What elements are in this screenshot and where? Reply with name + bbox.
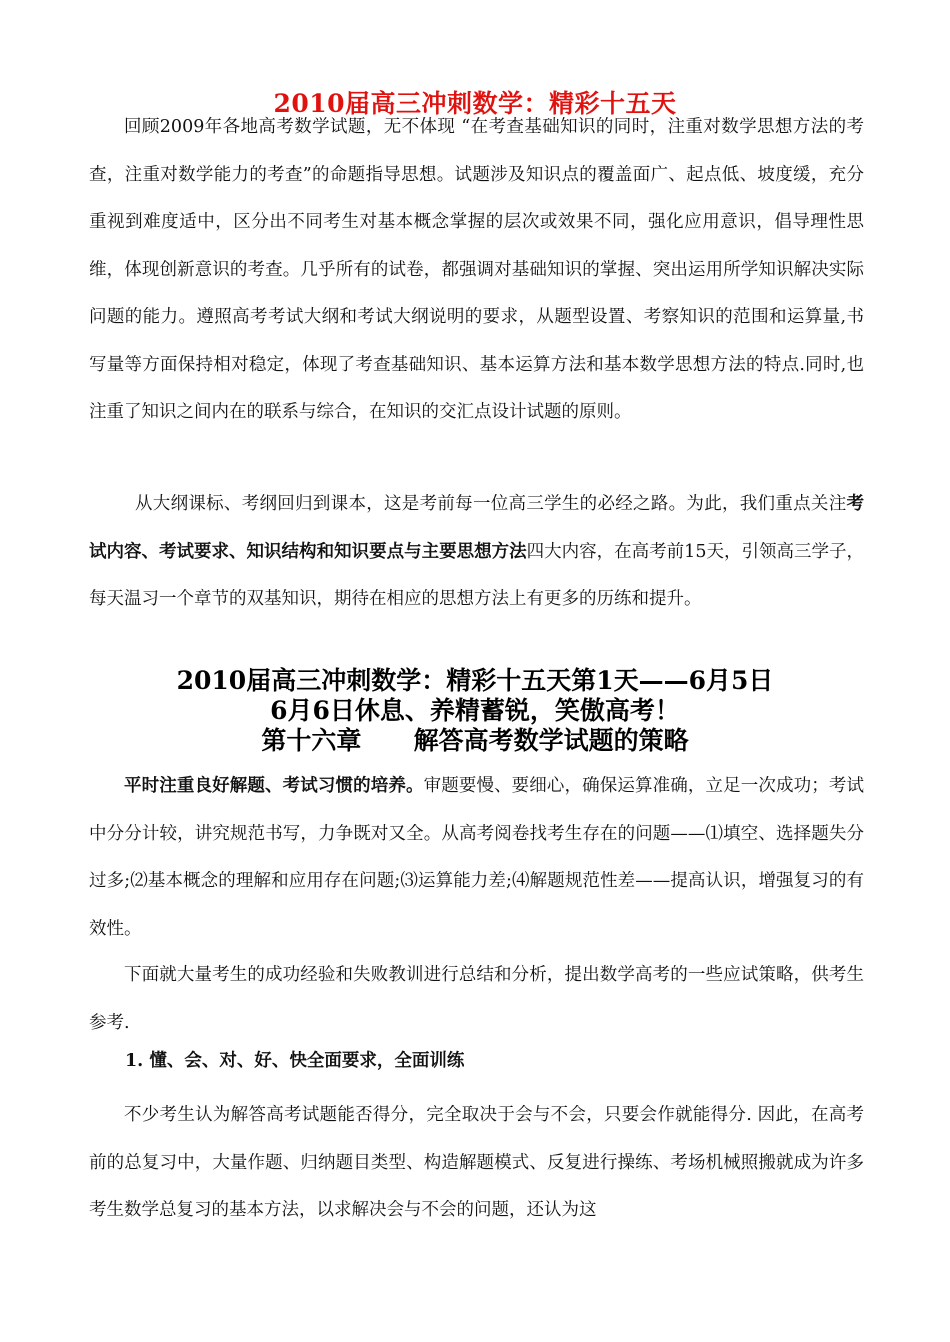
summary-paragraph: 下面就大量考生的成功经验和失败教训进行总结和分析，提出数学高考的一些应试策略，供考生参考. [89,965,864,1033]
section-1-paragraph: 不少考生认为解答高考试题能否得分，完全取决于会与不会，只要会作就能得分. 因此，在高考前的总复习中，大量作题、归纳题目类型、构造解题模式、反复进行操练、考场机械照搬就成为许多考生数学总复习的基本方法，以求解决会与不会的问题，还认为这 [89,1105,864,1220]
intro-paragraph: 回顾2009年各地高考数学试题，无不体现 “在考查基础知识的同时，注重对数学思想方法的考查，注重对数学能力的考查”的命题指导思想。试题涉及知识点的覆盖面广、起点低、坡度缓，充分重视到难度适中，区分出不同考生对基本概念掌握的层次或效果不同，强化应用意识，倡导理性思维，体现创新意识的考查。几乎所有的试卷，都强调对基础知识的掌握、突出运用所学知识解决实际问题的能力。遵照高考考试大纲和考试大纲说明的要求，从题型设置、考察知识的范围和运算量,书写量等方面保持相对稳定，体现了考查基础知识、基本运算方法和基本数学思想方法的特点.同时,也注重了知识之间内在的联系与综合，在知识的交汇点设计试题的原则。 [89,117,864,422]
habits-paragraph-bold: 平时注重良好解题、考试习惯的培养。 [124,776,424,796]
focus-paragraph-text-start: 从大纲课标、考纲回归到课本，这是考前每一位高三学生的必经之路。为此，我们重点关注 [135,494,847,514]
focus-paragraph-bold: 考试内容、考试要求、知识结构和知识要点与主要思想方法 [89,494,864,562]
document-title: 2010届高三冲刺数学：精彩十五天 [273,89,677,118]
habits-paragraph [89,763,864,953]
focus-paragraph-text-end: 四大内容，在高考前15天，引领高三学子，每天温习一个章节的双基知识，期待在相应的思想方法上有更多的历练和提升。 [89,541,864,609]
habits-paragraph-text: 审题要慢、要细心，确保运算准确，立足一次成功；考试中分分计较，讲究规范书写，力争既对又全。从高考阅卷找考生存在的问题——⑴填空、选择题失分过多;⑵基本概念的理解和应用存在问题;⑶运算能力差;⑷解题规范性差——提高认识，增强复习的有效性。 [89,776,865,939]
chapter-heading-line-2: 6月6日休息、养精蓄锐，笑傲高考！ [270,696,680,725]
focus-paragraph [89,481,864,624]
chapter-heading-line-3: 第十六章 解答高考数学试题的策略 [261,726,689,755]
chapter-heading-line-1: 2010届高三冲刺数学：精彩十五天第1天——6月5日 [176,666,774,695]
section-1-heading: 1. 懂、会、对、好、快全面要求，全面训练 [125,1051,465,1071]
chapter-heading [0,666,950,756]
